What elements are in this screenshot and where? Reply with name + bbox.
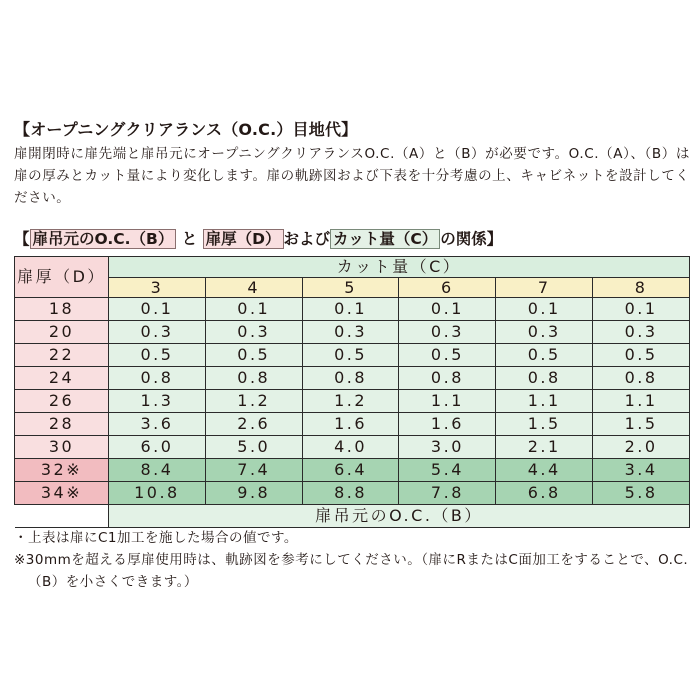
oc-value-cell: 0.8	[593, 367, 690, 390]
oc-value-cell: 6.0	[109, 436, 206, 459]
oc-value-cell: 1.2	[205, 390, 302, 413]
door-thickness-cell: 26	[15, 390, 109, 413]
oc-value-cell: 0.3	[399, 321, 496, 344]
intro-paragraph: 扉開閉時に扉先端と扉吊元にオープニングクリアランスO.C.（A）と（B）が必要です。O.C.（A）、（B）は扉の厚みとカット量により変化します。扉の軌跡図および下表を十分考慮の上、キャビネットを設計してください。	[14, 146, 690, 206]
door-thickness-cell: 30	[15, 436, 109, 459]
oc-value-cell: 0.5	[496, 344, 593, 367]
subtitle-oc-b-box: 扉吊元のO.C.（B）	[30, 229, 177, 249]
footer-label: 扉吊元のO.C.（B）	[109, 505, 690, 528]
oc-value-cell: 0.1	[593, 298, 690, 321]
oc-value-cell: 0.5	[302, 344, 399, 367]
oc-value-cell: 6.8	[496, 482, 593, 505]
notes	[14, 527, 694, 593]
oc-value-cell: 5.8	[593, 482, 690, 505]
oc-value-cell: 4.0	[302, 436, 399, 459]
oc-value-cell: 5.4	[399, 459, 496, 482]
oc-value-cell: 0.8	[109, 367, 206, 390]
oc-value-cell: 1.1	[399, 390, 496, 413]
cut-column-header: 5	[302, 278, 399, 298]
cut-amount-header: カット量（C）	[109, 257, 690, 278]
oc-value-cell: 3.0	[399, 436, 496, 459]
oc-value-cell: 0.3	[109, 321, 206, 344]
oc-value-cell: 3.6	[109, 413, 206, 436]
oc-value-cell: 0.1	[302, 298, 399, 321]
oc-value-cell: 6.4	[302, 459, 399, 482]
oc-value-cell: 4.4	[496, 459, 593, 482]
oc-value-cell: 0.3	[496, 321, 593, 344]
oc-value-cell: 1.1	[496, 390, 593, 413]
oc-value-cell: 0.8	[399, 367, 496, 390]
subtitle-bracket-open: 【	[14, 230, 30, 248]
oc-value-cell: 0.3	[205, 321, 302, 344]
subtitle-rest: の関係】	[440, 230, 503, 248]
door-thickness-cell: 32※	[15, 459, 109, 482]
cut-column-header: 7	[496, 278, 593, 298]
footer-row	[15, 505, 690, 528]
note-c1: ・上表は扉にC1加工を施した場合の値です。	[14, 530, 298, 546]
subtitle-thickness-box: 扉厚（D）	[203, 229, 284, 249]
table-subtitle	[14, 227, 502, 249]
oc-value-cell: 2.1	[496, 436, 593, 459]
oc-value-cell: 0.5	[109, 344, 206, 367]
door-thickness-cell: 22	[15, 344, 109, 367]
oc-value-cell: 1.6	[302, 413, 399, 436]
subtitle-cut-box: カット量（C）	[330, 229, 440, 249]
table-row	[15, 367, 690, 390]
oc-value-cell: 0.5	[205, 344, 302, 367]
table-row	[15, 390, 690, 413]
oc-value-cell: 0.8	[302, 367, 399, 390]
oc-value-cell: 0.5	[399, 344, 496, 367]
oc-value-cell: 0.5	[593, 344, 690, 367]
door-thickness-header: 扉厚（D）	[15, 257, 109, 298]
oc-value-cell: 2.6	[205, 413, 302, 436]
door-thickness-cell: 24	[15, 367, 109, 390]
oc-value-cell: 8.4	[109, 459, 206, 482]
cut-column-header: 8	[593, 278, 690, 298]
oc-value-cell: 3.4	[593, 459, 690, 482]
oc-value-cell: 7.8	[399, 482, 496, 505]
oc-value-cell: 1.2	[302, 390, 399, 413]
oc-value-cell: 5.0	[205, 436, 302, 459]
oc-value-cell: 1.3	[109, 390, 206, 413]
door-thickness-cell: 28	[15, 413, 109, 436]
oc-value-cell: 0.1	[399, 298, 496, 321]
cut-columns-row	[15, 278, 690, 298]
oc-value-cell: 10.8	[109, 482, 206, 505]
cut-column-header: 4	[205, 278, 302, 298]
oc-value-cell: 0.8	[496, 367, 593, 390]
note-thick-door: ※30mmを超える厚扉使用時は、軌跡図を参考にしてください。（扉にRまたはC面加工をすることで、O.C.（B）を小さくできます。）	[14, 552, 689, 590]
section-title: 【オープニングクリアランス（O.C.）目地代】	[14, 120, 358, 139]
oc-value-cell: 1.6	[399, 413, 496, 436]
oc-value-cell: 0.1	[205, 298, 302, 321]
oc-value-cell: 0.1	[109, 298, 206, 321]
table-body	[15, 298, 690, 528]
table-row	[15, 298, 690, 321]
oc-value-cell: 0.3	[593, 321, 690, 344]
door-thickness-cell: 18	[15, 298, 109, 321]
oc-table	[14, 256, 690, 528]
oc-value-cell: 1.5	[593, 413, 690, 436]
table-row	[15, 436, 690, 459]
oc-value-cell: 7.4	[205, 459, 302, 482]
oc-value-cell: 1.5	[496, 413, 593, 436]
oc-value-cell: 0.1	[496, 298, 593, 321]
subtitle-oyobi: および	[283, 230, 331, 248]
table-row	[15, 413, 690, 436]
oc-value-cell: 0.8	[205, 367, 302, 390]
table-row	[15, 344, 690, 367]
cut-column-header: 3	[109, 278, 206, 298]
oc-value-cell: 0.3	[302, 321, 399, 344]
oc-value-cell: 9.8	[205, 482, 302, 505]
oc-value-cell: 8.8	[302, 482, 399, 505]
door-thickness-cell: 20	[15, 321, 109, 344]
subtitle-and: と	[181, 230, 198, 248]
oc-value-cell: 2.0	[593, 436, 690, 459]
table-row	[15, 459, 690, 482]
door-thickness-cell: 34※	[15, 482, 109, 505]
footer-blank-cell	[15, 505, 109, 528]
cut-column-header: 6	[399, 278, 496, 298]
oc-value-cell: 1.1	[593, 390, 690, 413]
table-row	[15, 321, 690, 344]
table-row	[15, 482, 690, 505]
